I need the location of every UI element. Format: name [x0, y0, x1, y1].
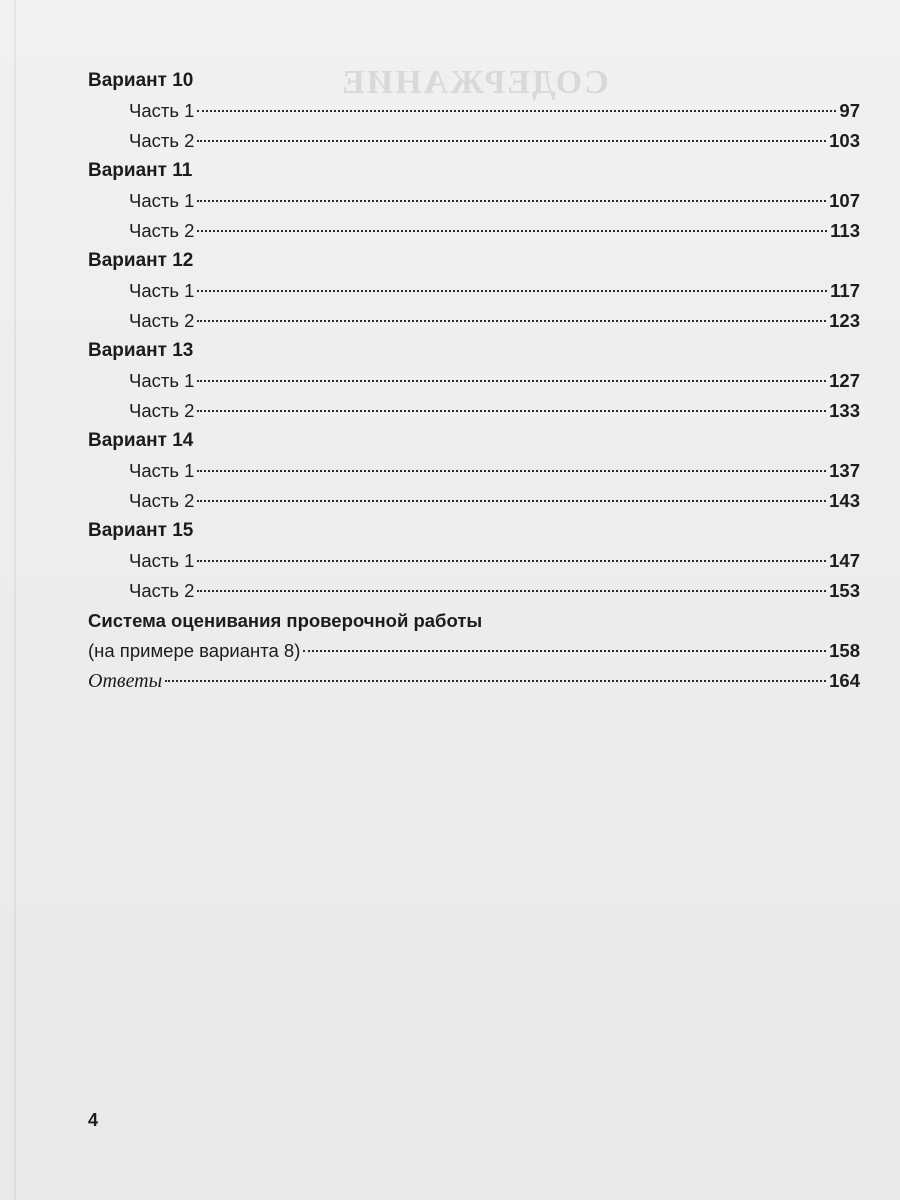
part-label: Часть 2	[129, 580, 195, 601]
dot-leader	[303, 650, 826, 652]
page-number: 103	[829, 130, 860, 151]
toc-entry[interactable]	[88, 576, 860, 606]
page-footer-number: 4	[88, 1110, 99, 1130]
page-number: 153	[829, 580, 860, 601]
dot-leader	[197, 200, 826, 202]
toc-entry[interactable]	[88, 396, 860, 426]
dot-leader	[197, 500, 826, 502]
dot-leader	[197, 320, 826, 322]
dot-leader	[197, 230, 827, 232]
part-label: Часть 2	[129, 220, 195, 241]
assessment-heading: Система оценивания проверочной работы	[88, 610, 483, 631]
page-number: 158	[829, 640, 860, 661]
toc-entry[interactable]	[88, 126, 860, 156]
dot-leader	[197, 380, 826, 382]
toc-entry-assessment[interactable]	[88, 636, 860, 666]
page-number: 143	[829, 490, 860, 511]
part-label: Часть 2	[129, 400, 195, 421]
dot-leader	[197, 410, 826, 412]
part-label: Часть 1	[129, 100, 195, 121]
page-number: 133	[829, 400, 860, 421]
dot-leader	[197, 290, 827, 292]
toc-entry[interactable]	[88, 546, 860, 576]
dot-leader	[197, 470, 826, 472]
page-number: 147	[829, 550, 860, 571]
dot-leader	[197, 110, 836, 112]
part-label: Часть 2	[129, 310, 195, 331]
answers-label: Ответы	[88, 670, 163, 692]
part-label: Часть 1	[129, 280, 195, 301]
toc-entry[interactable]	[88, 486, 860, 516]
toc-entry[interactable]	[88, 276, 860, 306]
page-edge-shadow	[14, 0, 16, 1200]
dot-leader	[197, 560, 826, 562]
bleed-through-heading: СОДЕРЖАНИЕ	[340, 64, 609, 101]
toc-entry[interactable]	[88, 306, 860, 336]
part-label: Часть 2	[129, 130, 195, 151]
dot-leader	[197, 140, 826, 142]
assessment-subtitle: (на примере варианта 8)	[88, 640, 301, 661]
page-number: 107	[829, 190, 860, 211]
toc-entry[interactable]	[88, 186, 860, 216]
toc-entry[interactable]	[88, 366, 860, 396]
toc-entry[interactable]	[88, 216, 860, 246]
part-label: Часть 2	[129, 490, 195, 511]
toc-entry-answers[interactable]	[88, 666, 860, 696]
table-of-contents	[88, 66, 860, 696]
page-number: 117	[830, 280, 860, 301]
dot-leader	[165, 680, 826, 682]
page-number: 127	[829, 370, 860, 391]
page-number: 123	[829, 310, 860, 331]
part-label: Часть 1	[129, 190, 195, 211]
variant-heading: Вариант 15	[88, 520, 194, 541]
dot-leader	[197, 590, 826, 592]
page-number: 137	[829, 460, 860, 481]
variant-heading: Вариант 14	[88, 430, 194, 451]
page-number: 97	[839, 100, 860, 121]
page-number: 113	[830, 220, 860, 241]
toc-entry[interactable]	[88, 456, 860, 486]
part-label: Часть 1	[129, 460, 195, 481]
part-label: Часть 1	[129, 550, 195, 571]
toc-entry[interactable]	[88, 96, 860, 126]
variant-heading: Вариант 10	[88, 70, 194, 91]
variant-heading: Вариант 12	[88, 250, 194, 271]
variant-heading: Вариант 11	[88, 160, 193, 181]
page-number: 164	[829, 670, 860, 691]
part-label: Часть 1	[129, 370, 195, 391]
variant-heading: Вариант 13	[88, 340, 194, 361]
